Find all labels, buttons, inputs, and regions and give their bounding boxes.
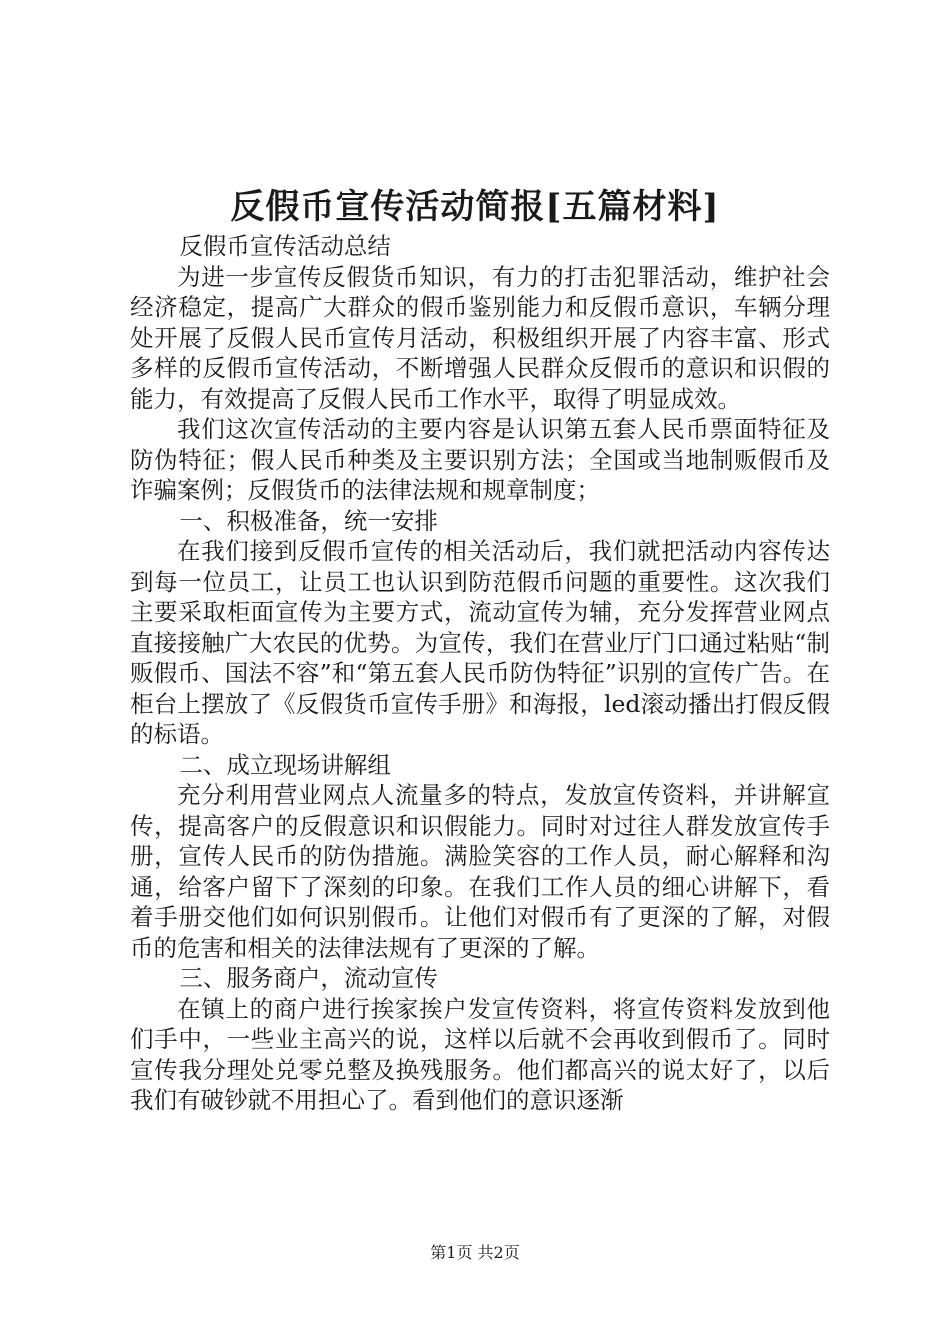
paragraph-section-1: 在我们接到反假币宣传的相关活动后，我们就把活动内容传达到每一位员工，让员工也认识到防范假币问题的重要性。这次我们主要采取柜面宣传为主要方式，流动宣传为辅，充分发挥营业网点直接接触广大农民的优势。为宣传，我们在营业厅门口通过粘贴“制贩假币、国法不容”和“第五套人民币防伪特征”识别的宣传广告。在柜台上摆放了《反假货币宣传手册》和海报，led滚动播出打假反假的标语。 [130, 537, 830, 748]
section-heading-summary: 反假币宣传活动总结 [179, 232, 391, 260]
paragraph-main-content: 我们这次宣传活动的主要内容是认识第五套人民币票面特征及防伪特征；假人民币种类及主要识别方法；全国或当地制贩假币及诈骗案例；反假货币的法律法规和规章制度； [130, 415, 830, 504]
paragraph-intro: 为进一步宣传反假货币知识，有力的打击犯罪活动，维护社会经济稳定，提高广大群众的假币鉴别能力和反假币意识，车辆分理处开展了反假人民币宣传月活动，积极组织开展了内容丰富、形式多样的反假币宣传活动，不断增强人民群众反假币的意识和识假的能力，有效提高了反假人民币工作水平，取得了明显成效。 [130, 262, 830, 413]
section-heading-3: 三、服务商户，流动宣传 [179, 964, 438, 992]
document-body [130, 231, 830, 1116]
paragraph-section-2: 充分利用营业网点人流量多的特点，发放宣传资料，并讲解宣传，提高客户的反假意识和识假能力。同时对过往人群发放宣传手册，宣传人民币的防伪措施。满脸笑容的工作人员，耐心解释和沟通，给客户留下了深刻的印象。在我们工作人员的细心讲解下，看着手册交他们如何识别假币。让他们对假币有了更深的了解，对假币的危害和相关的法律法规有了更深的了解。 [130, 781, 830, 962]
page-footer: 第1页 共2页 [430, 1243, 520, 1262]
paragraph-section-3: 在镇上的商户进行挨家挨户发宣传资料，将宣传资料发放到他们手中，一些业主高兴的说，这样以后就不会再收到假币了。同时宣传我分理处兑零兑整及换残服务。他们都高兴的说太好了，以后我们有破钞就不用担心了。看到他们的意识逐渐 [130, 994, 830, 1114]
section-heading-2: 二、成立现场讲解组 [179, 750, 391, 779]
section-heading-1: 一、积极准备，统一安排 [179, 506, 438, 535]
document-title: 反假币宣传活动简报[五篇材料] [230, 187, 720, 227]
